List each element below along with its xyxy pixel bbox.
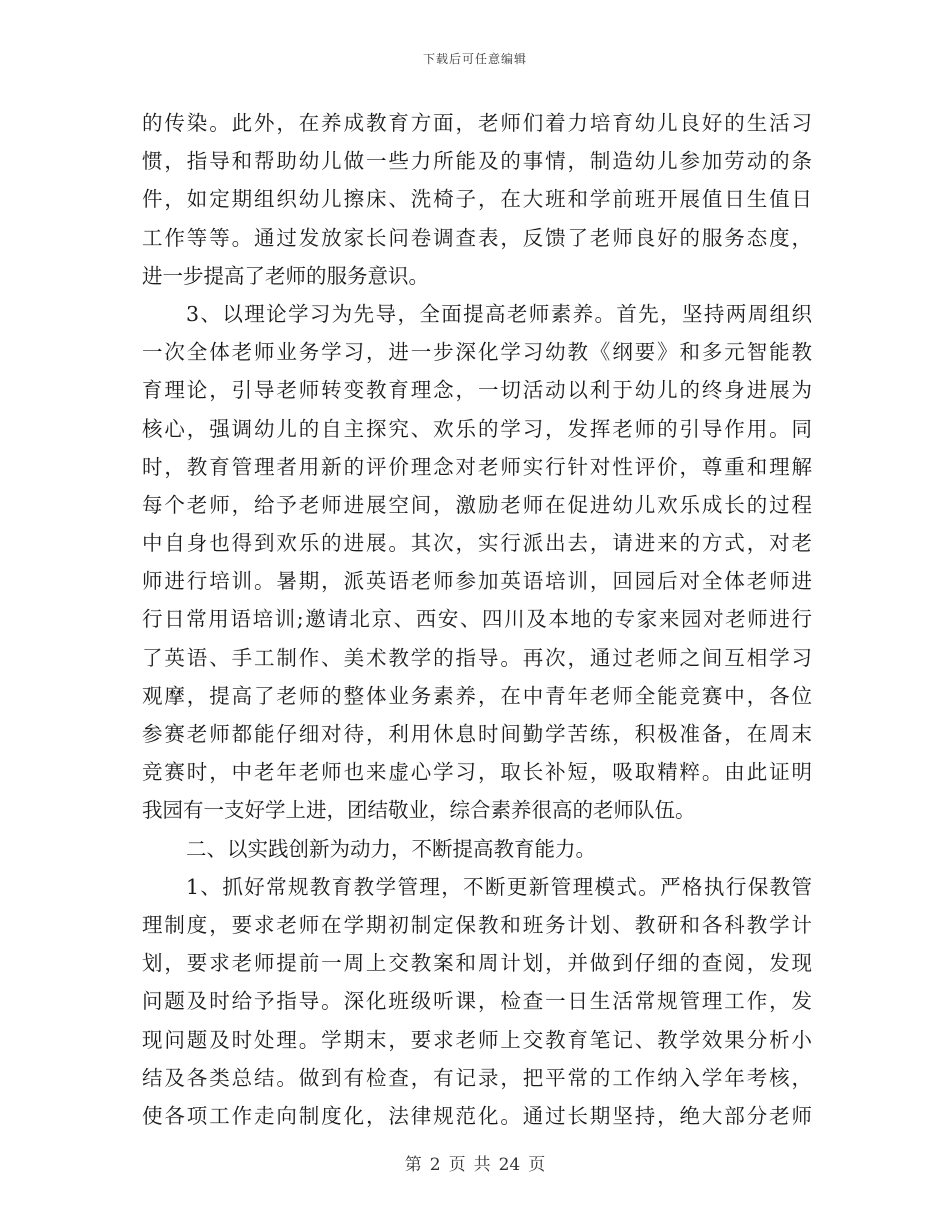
text-line: 使各项工作走向制度化，法律规范化。通过长期坚持，绝大部分老师 xyxy=(142,1103,812,1128)
text-line: 竞赛时，中老年老师也来虚心学习，取长补短，吸取精粹。由此证明 xyxy=(142,760,812,785)
text-line: 时，教育管理者用新的评价理念对老师实行针对性评价，尊重和理解 xyxy=(142,454,812,479)
text-line: 问题及时给予指导。深化班级听课，检查一日生活常规管理工作，发 xyxy=(142,989,812,1014)
paragraph-first-line: 3、以理论学习为先导，全面提高老师素养。首先，坚持两周组织 xyxy=(186,301,812,326)
text-line: 工作等等。通过发放家长问卷调查表，反馈了老师良好的服务态度， xyxy=(142,225,812,250)
text-line: 行日常用语培训;邀请北京、西安、四川及本地的专家来园对老师进行 xyxy=(142,607,812,632)
text-line: 每个老师，给予老师进展空间，激励老师在促进幼儿欢乐成长的过程 xyxy=(142,492,812,517)
footer-current-page: 2 xyxy=(429,1155,441,1175)
paragraph-first-line: 1、抓好常规教育教学管理，不断更新管理模式。严格执行保教管 xyxy=(186,874,812,899)
footer-label-page: 第 xyxy=(404,1155,422,1175)
footer-label-page-unit: 页 xyxy=(448,1155,466,1175)
footer-total-pages: 24 xyxy=(498,1155,521,1175)
text-line: 惯，指导和帮助幼儿做一些力所能及的事情，制造幼儿参加劳动的条 xyxy=(142,149,812,174)
footer-label-total: 共 xyxy=(473,1155,491,1175)
text-line: 进一步提高了老师的服务意识。 xyxy=(142,263,429,288)
text-line: 我园有一支好学上进，团结敬业，综合素养很高的老师队伍。 xyxy=(142,798,696,823)
text-line: 划，要求老师提前一周上交教案和周计划，并做到仔细的查阅，发现 xyxy=(142,951,812,976)
text-line: 的传染。此外，在养成教育方面，老师们着力培育幼儿良好的生活习 xyxy=(142,111,812,135)
text-line: 观摩，提高了老师的整体业务素养，在中青年老师全能竞赛中，各位 xyxy=(142,683,812,708)
text-line: 核心，强调幼儿的自主探究、欢乐的学习，发挥老师的引导作用。同 xyxy=(142,416,812,441)
text-line: 中自身也得到欢乐的进展。其次，实行派出去，请进来的方式，对老 xyxy=(142,531,812,556)
footer-label-total-unit: 页 xyxy=(528,1155,546,1175)
text-line: 现问题及时处理。学期末，要求老师上交教育笔记、教学效果分析小 xyxy=(142,1027,812,1052)
text-line: 参赛老师都能仔细对待，利用休息时间勤学苦练，积极准备，在周末 xyxy=(142,722,812,746)
text-line: 了英语、手工制作、美术教学的指导。再次，通过老师之间互相学习 xyxy=(142,645,812,670)
text-line: 件，如定期组织幼儿擦床、洗椅子，在大班和学前班开展值日生值日 xyxy=(142,187,812,212)
document-body xyxy=(142,104,812,1135)
text-line: 一次全体老师业务学习，进一步深化学习幼教《纲要》和多元智能教 xyxy=(142,340,812,365)
page-header: 下载后可任意编辑 xyxy=(422,52,527,66)
text-line: 结及各类总结。做到有检查，有记录，把平常的工作纳入学年考核， xyxy=(142,1065,812,1090)
text-line: 师进行培训。暑期，派英语老师参加英语培训，回园后对全体老师进 xyxy=(142,569,812,594)
text-line: 理制度，要求老师在学期初制定保教和班务计划、教研和各科教学计 xyxy=(142,912,812,937)
text-line: 育理论，引导老师转变教育理念，一切活动以利于幼儿的终身进展为 xyxy=(142,378,812,403)
section-heading: 二、以实践创新为动力，不断提高教育能力。 xyxy=(186,836,596,861)
page-footer xyxy=(0,1150,950,1175)
